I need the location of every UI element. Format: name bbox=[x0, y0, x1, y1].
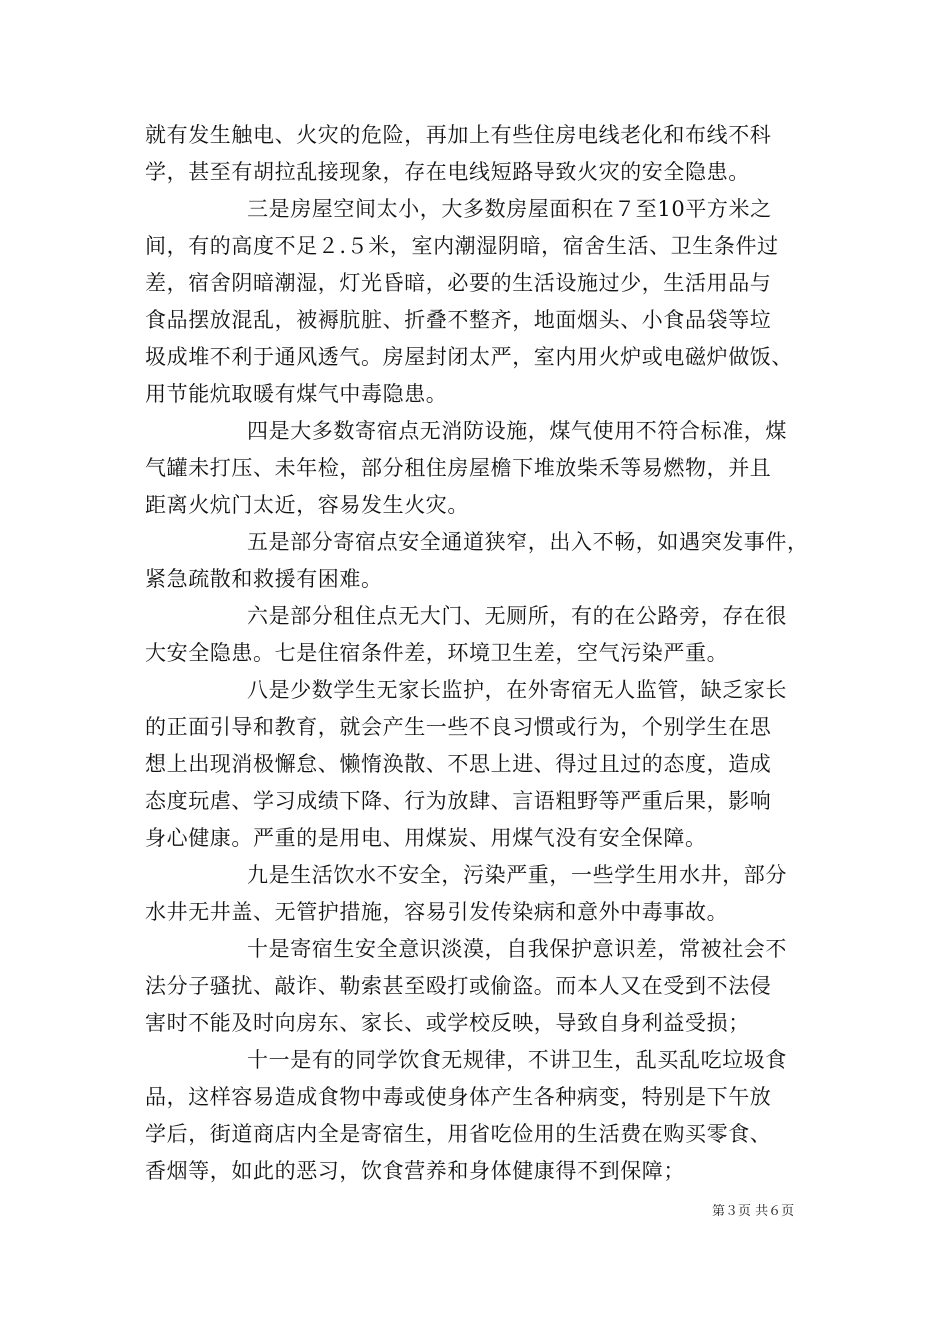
text-line: 水井无井盖、无管护措施，容易引发传染病和意外中毒事故。 bbox=[145, 900, 729, 924]
text-line: 学，甚至有胡拉乱接现象，存在电线短路导致火灾的安全隐患。 bbox=[145, 160, 750, 184]
paragraph-start: 四是大多数寄宿点无消防设施，煤气使用不符合标准，煤 bbox=[247, 419, 787, 443]
text-line: 香烟等，如此的恶习，饮食营养和身体健康得不到保障； bbox=[145, 1159, 685, 1183]
text-line: 距离火炕门太近，容易发生火灾。 bbox=[145, 493, 469, 517]
text-line: 就有发生触电、火灾的危险，再加上有些住房电线老化和布线不科 bbox=[145, 123, 772, 147]
text-line: 学后，街道商店内全是寄宿生，用省吃俭用的生活费在购买零食、 bbox=[145, 1122, 772, 1146]
paragraph-start: 六是部分租住点无大门、无厕所，有的在公路旁，存在很 bbox=[247, 604, 787, 628]
paragraph-start: 五是部分寄宿点安全通道狭窄，出入不畅，如遇突发事件， bbox=[247, 530, 809, 554]
text-line: 品，这样容易造成食物中毒或使身体产生各种病变，特别是下午放 bbox=[145, 1085, 772, 1109]
text-line: 态度玩虐、学习成绩下降、行为放肆、言语粗野等严重后果，影响 bbox=[145, 789, 772, 813]
paragraph-start: 三是房屋空间太小，大多数房屋面积在７至10平方米之 bbox=[247, 197, 772, 221]
paragraph-start: 八是少数学生无家长监护，在外寄宿无人监管，缺乏家长 bbox=[247, 678, 787, 702]
text-line: 的正面引导和教育，就会产生一些不良习惯或行为，个别学生在思 bbox=[145, 715, 772, 739]
paragraph-start: 九是生活饮水不安全，污染严重，一些学生用水井，部分 bbox=[247, 863, 787, 887]
paragraph-start: 十是寄宿生安全意识淡漠，自我保护意识差，常被社会不 bbox=[247, 937, 787, 961]
text-line: 气罐未打压、未年检，部分租住房屋檐下堆放柴禾等易燃物，并且 bbox=[145, 456, 772, 480]
text-line: 用节能炕取暖有煤气中毒隐患。 bbox=[145, 382, 448, 406]
text-line: 法分子骚扰、敲诈、勒索甚至殴打或偷盗。而本人又在受到不法侵 bbox=[145, 974, 772, 998]
text-line: 间，有的高度不足２.５米，室内潮湿阴暗，宿舍生活、卫生条件过 bbox=[145, 234, 779, 258]
text-line: 紧急疏散和救援有困难。 bbox=[145, 567, 383, 591]
page-number: 第３页 共６页 bbox=[712, 1204, 795, 1219]
text-line: 食品摆放混乱，被褥肮脏、折叠不整齐，地面烟头、小食品袋等垃 bbox=[145, 308, 772, 332]
text-line: 想上出现消极懈怠、懒惰涣散、不思上进、得过且过的态度，造成 bbox=[145, 752, 772, 776]
text-line: 害时不能及时向房东、家长、或学校反映，导致自身利益受损； bbox=[145, 1011, 750, 1035]
paragraph-start: 十一是有的同学饮食无规律，不讲卫生，乱买乱吃垃圾食 bbox=[247, 1048, 787, 1072]
text-line: 大安全隐患。七是住宿条件差，环境卫生差，空气污染严重。 bbox=[145, 641, 729, 665]
text-line: 身心健康。严重的是用电、用煤炭、用煤气没有安全保障。 bbox=[145, 826, 707, 850]
text-line: 圾成堆不利于通风透气。房屋封闭太严，室内用火炉或电磁炉做饭、 bbox=[145, 345, 793, 369]
text-line: 差，宿舍阴暗潮湿，灯光昏暗，必要的生活设施过少，生活用品与 bbox=[145, 271, 772, 295]
